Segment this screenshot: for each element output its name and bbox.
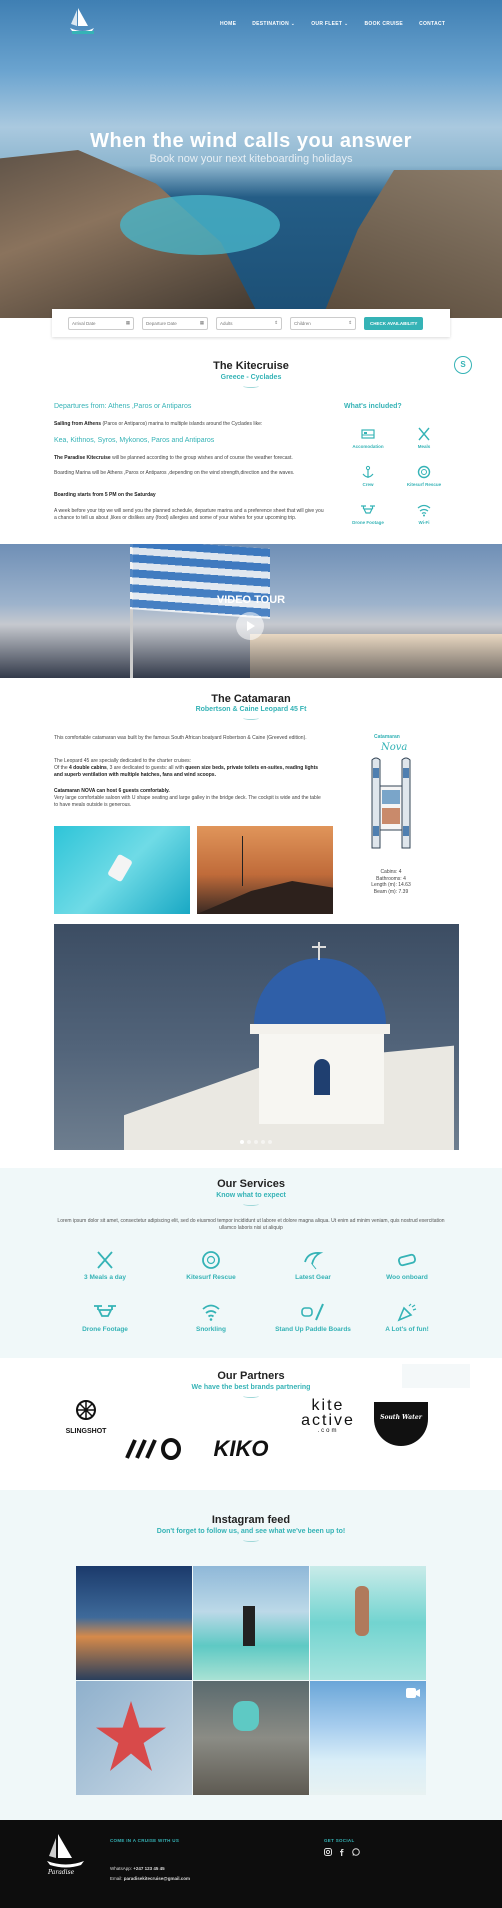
site-logo[interactable] <box>66 4 100 38</box>
email-address: paradisekitecruise@gmail.com <box>123 1876 190 1881</box>
wave-divider <box>243 1394 259 1398</box>
svg-text:Paradise: Paradise <box>48 1869 75 1876</box>
catamaran-title: The Catamaran <box>211 693 291 705</box>
footer-email[interactable] <box>110 1876 190 1881</box>
calendar-icon: ▦ <box>199 319 204 325</box>
footer-contact-title: COME IN A CRUISE WITH US <box>110 1838 180 1843</box>
select-arrows-icon: ⇕ <box>348 319 352 325</box>
site-footer <box>0 1820 502 1908</box>
service-label: Kitesurf Rescue <box>186 1274 236 1281</box>
service-label: Woo onboard <box>386 1274 428 1281</box>
partner-slingshot-name: SLINGSHOT <box>65 1428 107 1435</box>
slider-dot-active[interactable] <box>240 1140 244 1144</box>
kitecruise-subtitle: Greece - Cyclades <box>220 374 282 381</box>
kitecruise-title: The Kitecruise <box>213 360 289 372</box>
kite-icon <box>302 1250 324 1270</box>
wave-divider <box>243 384 259 388</box>
guests-bold: Catamaran NOVA can host 6 guests comfortably. <box>54 788 170 794</box>
cutlery-icon <box>94 1250 116 1270</box>
catamaran-cabins <box>54 758 326 779</box>
select-arrows-icon: ⇕ <box>274 319 278 325</box>
partner-southwater-logo[interactable]: South Water <box>374 1402 428 1446</box>
instagram-subtitle: Don't forget to follow us, and see what we've been up to! <box>156 1528 346 1535</box>
sailing-bold: Sailing from Athens <box>54 421 102 427</box>
slider-dots <box>240 1140 272 1144</box>
instagram-icon[interactable] <box>324 1848 332 1856</box>
cabins-count: 4 double cabins <box>69 765 107 771</box>
email-label: Email: <box>110 1876 123 1881</box>
hero-bay-image <box>120 195 280 255</box>
video-camera-icon <box>406 1687 420 1699</box>
catamaran-intro: This comfortable catamaran was built by the famous South African boatyard Robertson & Caine (Greeved edition). <box>54 735 307 741</box>
catamaran-floorplan[interactable] <box>366 756 416 852</box>
whatsapp-label: WhatsApp: <box>110 1866 133 1871</box>
footer-social-title: GET SOCIAL <box>324 1838 355 1843</box>
partners-title: Our Partners <box>217 1370 285 1382</box>
service-label: Snorkling <box>196 1326 226 1333</box>
nav-destination[interactable] <box>252 21 295 27</box>
party-popper-icon <box>396 1302 418 1322</box>
nav-destination-label: DESTINATION <box>252 21 290 27</box>
instagram-post[interactable] <box>76 1681 192 1795</box>
service-drone-footage <box>50 1302 160 1333</box>
slider-dot[interactable] <box>261 1140 265 1144</box>
booking-bar <box>52 309 450 337</box>
wifi-icon <box>200 1302 222 1322</box>
spec-cabins: Cabins: 4 <box>380 869 402 875</box>
boat-specs <box>360 869 422 895</box>
cabins-features: queen size beds, private toilets en-suites, reading lights and superb ventilation with multiple hatches, fans and wind scoops. <box>54 765 319 778</box>
service-label: Drone Footage <box>82 1326 128 1333</box>
santorini-town-image <box>250 634 502 678</box>
sunset-sailing-photo[interactable] <box>197 826 333 914</box>
paradise-text <box>54 455 324 462</box>
paradise-bold: The Paradise Kitecruise <box>54 455 111 461</box>
paradise-rest: will be planned according to the group wishes and of course the weather forecast. <box>112 455 293 461</box>
instagram-post[interactable] <box>310 1681 426 1795</box>
services-title: Our Services <box>217 1178 285 1190</box>
included-title: What's included? <box>344 403 402 410</box>
social-links <box>324 1848 360 1856</box>
service-meals <box>50 1250 160 1281</box>
snorkel-paddle-icon <box>300 1302 326 1322</box>
nav-home[interactable]: HOME <box>220 21 237 27</box>
whatsapp-icon[interactable] <box>352 1848 360 1856</box>
boat-name: Nova <box>381 742 408 753</box>
lifebuoy-icon <box>200 1250 222 1270</box>
included-label: Accomodation <box>352 444 384 449</box>
instagram-post[interactable] <box>193 1681 309 1795</box>
included-meals <box>400 427 448 449</box>
partner-kiko-logo[interactable]: KIKO <box>213 1436 269 1461</box>
nav-book-cruise[interactable]: BOOK CRUISE <box>364 21 404 27</box>
children-select-value: Children <box>294 320 311 326</box>
boarding-time-text: Boarding starts from 5 PM on the Saturday <box>54 492 156 498</box>
service-kitesurf-rescue <box>156 1250 266 1281</box>
hero-shore-image <box>322 170 502 318</box>
service-label: A Lot's of fun! <box>385 1326 429 1333</box>
services-intro: Lorem ipsum dolor sit amet, consectetur adipiscing elit, sed do eiusmod tempor incididunt ut labore et dolore magna aliqua. Ut enim ad minim veniam, quis nostrud exercitation ullamco laboris nisi ut aliquip <box>57 1218 445 1231</box>
nav-our-fleet-label: OUR FLEET <box>311 21 343 27</box>
whatsapp-number: +247 123 45 45 <box>133 1866 165 1871</box>
services-subtitle: Know what to expect <box>216 1192 286 1199</box>
cabins-mid: , 3 are dedicated to guests: all with <box>106 765 184 771</box>
chevron-down-icon: ⌄ <box>343 21 349 27</box>
instagram-post[interactable] <box>193 1566 309 1680</box>
adults-select[interactable] <box>216 317 282 330</box>
video-tour-banner[interactable] <box>0 544 502 678</box>
calendar-icon: ▦ <box>125 319 130 325</box>
slingshot-wheel-icon <box>73 1398 99 1422</box>
santorini-photo-slider[interactable] <box>54 924 459 1150</box>
video-tour-label: VIDEO TOUR <box>216 594 286 606</box>
departure-date-placeholder: Departure Date <box>146 320 177 326</box>
boarding-marina-text: Boarding Marina will be Athens ,Paros or Antiparos ,depending on the wind strength,direction and the waves. <box>54 470 295 476</box>
catamaran-subtitle: Robertson & Caine Leopard 45 Ft <box>195 706 307 713</box>
play-icon <box>244 620 256 632</box>
bed-icon <box>360 427 376 441</box>
facebook-icon[interactable] <box>338 1848 346 1856</box>
included-drone-footage <box>342 503 394 525</box>
anchor-icon <box>360 465 376 479</box>
top-navigation <box>0 0 502 50</box>
included-crew <box>342 465 394 487</box>
instagram-post[interactable] <box>76 1566 192 1680</box>
play-button[interactable] <box>236 612 264 640</box>
wifi-icon <box>416 503 432 517</box>
departure-date-field[interactable] <box>142 317 208 330</box>
partners-blank-box <box>402 1364 470 1388</box>
included-label: Kitesurf Rescue <box>406 482 442 487</box>
spec-length: Length (m): 14.63 <box>371 882 411 888</box>
chevron-down-icon: ⌄ <box>290 21 296 27</box>
slider-dot[interactable] <box>254 1140 258 1144</box>
included-accomodation <box>342 427 394 449</box>
adults-select-value: Adults <box>220 320 233 326</box>
wave-divider <box>243 716 259 720</box>
nav-contact[interactable]: CONTACT <box>419 21 446 27</box>
boat-label: Catamaran <box>374 734 400 740</box>
sailing-rest: (Paros or Antiparos) marina to multiple islands around the Cyclades like: <box>102 421 263 427</box>
arrival-date-placeholder: Arrival Date <box>72 320 96 326</box>
drone-icon <box>359 503 377 517</box>
instagram-post[interactable] <box>310 1566 426 1680</box>
cabins-of: Of the <box>54 765 68 771</box>
included-label: Wi-Fi <box>418 520 430 525</box>
arrival-date-field[interactable] <box>68 317 134 330</box>
footer-whatsapp[interactable] <box>110 1866 165 1871</box>
hero-subtitle: Book now your next kiteboarding holidays <box>149 153 353 165</box>
schedule-text: A week before your trip we will send you the planned schedule, departure marina and a preference sheet that will give you a chance to tell us about ,likes or dislikes any (food) allergies and some of your wishes for your upcoming trip. <box>54 508 324 521</box>
spec-bathrooms: Bathrooms: 4 <box>376 875 406 882</box>
service-woo-onboard <box>352 1250 462 1281</box>
children-select[interactable] <box>290 317 356 330</box>
cutlery-icon <box>416 427 432 441</box>
wave-divider <box>243 1202 259 1206</box>
catamaran-guests <box>54 788 326 809</box>
partner-nobile-logo[interactable] <box>122 1438 186 1465</box>
islands-list: Kea, Kithnos, Syros, Mykonos, Paros and Antiparos <box>54 437 215 444</box>
wave-divider <box>243 1538 259 1542</box>
service-label: Latest Gear <box>295 1274 331 1281</box>
included-label: Drone Footage <box>352 520 384 525</box>
greek-flag-image <box>130 544 270 619</box>
guests-rest: Very large comfortable saloon with U shape seating and large galley in the bridge deck. The cockpit is wide and the table to have meals outside is generous. <box>54 795 321 808</box>
included-label: Crew <box>362 482 374 487</box>
service-snorkling <box>156 1302 266 1333</box>
service-fun <box>352 1302 462 1333</box>
footer-logo[interactable] <box>44 1830 90 1878</box>
spec-beam: Beam (m): 7.39 <box>373 888 409 895</box>
cabins-intro: The Leopard 45 are specially dedicated to the charter cruises: <box>54 758 192 764</box>
partner-kiteactive-logo[interactable] <box>296 1398 360 1434</box>
partner-slingshot-logo[interactable] <box>60 1398 112 1435</box>
hero-title: When the wind calls you answer <box>90 130 412 152</box>
lifebuoy-icon <box>416 465 432 479</box>
check-availability-button[interactable]: CHECK AVAILABILITY <box>364 317 423 330</box>
service-label: 3 Meals a day <box>84 1274 126 1281</box>
included-kitesurf-rescue <box>396 465 452 487</box>
slider-dot[interactable] <box>247 1140 251 1144</box>
woo-sensor-icon <box>396 1250 418 1270</box>
catamaran-aerial-photo[interactable] <box>54 826 190 914</box>
partners-subtitle: We have the best brands partnering <box>191 1384 311 1391</box>
nobile-wordmark-logo <box>123 1438 185 1460</box>
drone-icon <box>92 1302 118 1322</box>
sailing-text <box>54 421 324 428</box>
service-label: Stand Up Paddle Boards <box>275 1326 351 1333</box>
included-wifi <box>400 503 448 525</box>
departures-heading: Departures from: Athens ,Paros or Antiparos <box>54 403 192 410</box>
instagram-title: Instagram feed <box>211 1514 291 1526</box>
section-badge[interactable]: S <box>454 356 472 374</box>
slider-dot[interactable] <box>268 1140 272 1144</box>
nav-our-fleet[interactable] <box>311 21 348 27</box>
kiteactive-wordmark: kite active .com <box>301 1397 355 1434</box>
included-label: Meals <box>417 444 431 449</box>
